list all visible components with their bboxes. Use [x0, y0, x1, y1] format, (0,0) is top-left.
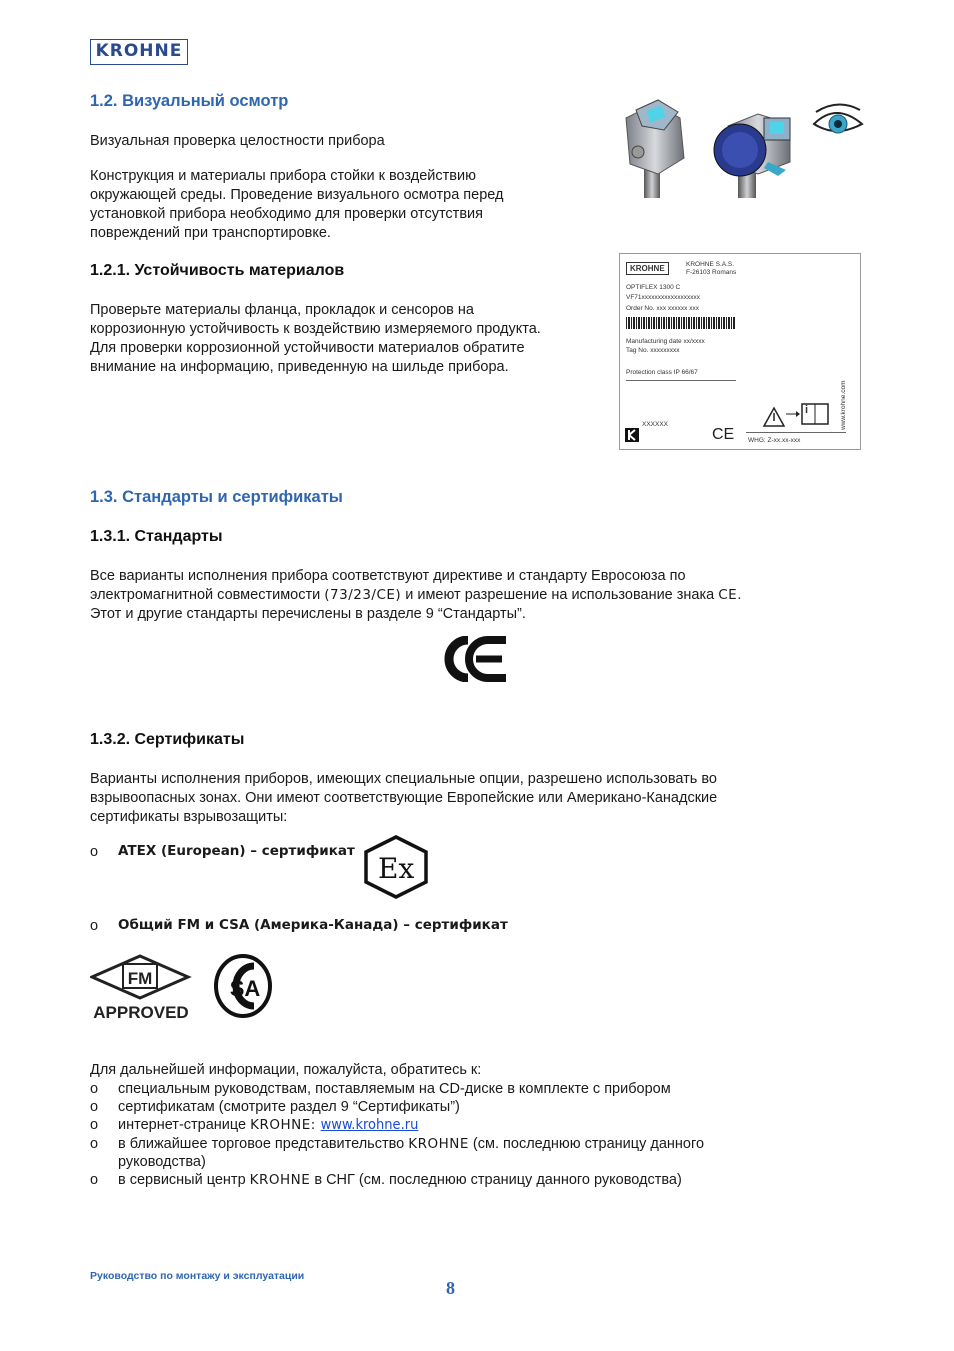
device-nameplate: [619, 253, 861, 450]
ex-symbol-text: Ex: [378, 852, 415, 885]
nameplate-brand: KROHNE: [626, 262, 669, 275]
nameplate-info-letter: i: [805, 404, 809, 416]
fm-approved-logo: [90, 952, 194, 1022]
nameplate-barcode: [626, 317, 736, 329]
nameplate-order: Order No. xxx xxxxxx xxx: [626, 305, 699, 312]
nameplate-whg: WHG: Z-xx.xx-xxx: [748, 437, 801, 444]
section-1-2-paragraph: Конструкция и материалы прибора стойки к воздействию окружающей среды. Проведение визуального осмотра перед установкой прибора необходимо для проверки отсутствия повреждений при транспортировке.: [90, 168, 504, 241]
eye-icon: [814, 104, 862, 133]
fm-approved-label: APPROVED: [93, 1003, 189, 1022]
section-1-3-1-paragraph: Все варианты исполнения прибора соответствуют директиве и стандарту Евросоюза по электромагнитной совместимости (73/23/CE) и имеют разрешение на использование знака CE. Этот и другие стандарты перечислены в разделе 9 “Стандарты”.: [90, 568, 742, 622]
csa-label: SA: [229, 976, 261, 1001]
section-1-3-title: 1.3. Стандарты и сертификаты: [90, 488, 343, 506]
krohne-logo: KROHNE: [90, 39, 188, 65]
footer-text: Руководство по монтажу и эксплуатации: [90, 1270, 305, 1282]
nameplate-model: OPTIFLEX 1300 C: [626, 284, 681, 291]
nameplate-website: www.krohne.com: [840, 380, 847, 430]
krohne-website-link[interactable]: www.krohne.ru: [320, 1117, 419, 1133]
fm-csa-certificate-label: Общий FM и CSA (Америка-Канада) – сертификат: [118, 917, 508, 933]
nameplate-ce-mark: CE: [712, 426, 735, 443]
nameplate-warning-symbols: [762, 400, 832, 428]
contacts-intro: Для дальнейшей информации, пожалуйста, обратитесь к:: [90, 1062, 482, 1078]
nameplate-company: KROHNE S.A.S.: [686, 261, 735, 268]
section-1-2-intro: Визуальная проверка целостности прибора: [90, 133, 385, 149]
section-1-3-2-paragraph: Варианты исполнения приборов, имеющих специальные опции, разрешено использовать во взрывоопасных зонах. Они имеют соответствующие Европейские или Американо-Канадские сертификаты взрывозащиты:: [90, 771, 718, 825]
ex-symbol-icon: [360, 834, 432, 900]
nameplate-protection: Protection class IP 66/67: [626, 369, 698, 376]
bullet-marker: o: [90, 844, 99, 860]
device-inspection-illustration: [618, 96, 864, 200]
bullet-marker: o: [90, 918, 99, 934]
nameplate-city: F-26103 Romans: [686, 269, 737, 276]
device-front-view: [626, 100, 684, 198]
csa-logo: [214, 954, 274, 1018]
warning-triangle-icon: [762, 400, 832, 428]
section-1-2-title: 1.2. Визуальный осмотр: [90, 92, 289, 110]
section-1-3-2-title: 1.3.2. Сертификаты: [90, 731, 245, 748]
nameplate-mfg-date: Manufacturing date xx/xxxx: [626, 338, 705, 345]
fm-label: FM: [127, 969, 153, 988]
page-number: 8: [446, 1278, 455, 1298]
nameplate-tag: Tag No. xxxxxxxxx: [626, 347, 680, 354]
section-1-2-1-paragraph: Проверьте материалы фланца, прокладок и сенсоров на коррозионную устойчивость к воздействию измеряемого продукта. Для проверки коррозионной устойчивости материалов обратите внимание на информацию, приведенную на шильде прибора.: [90, 302, 541, 375]
section-1-2-1-title: 1.2.1. Устойчивость материалов: [90, 262, 345, 279]
nameplate-code: VF71xxxxxxxxxxxxxxxxxx: [626, 294, 701, 301]
krohne-k-icon: [625, 428, 639, 442]
ce-mark-icon: [444, 636, 510, 682]
atex-certificate-label: ATEX (European) – сертификат: [118, 843, 355, 859]
device-side-view: [714, 114, 790, 198]
nameplate-serial: XXXXXX: [642, 421, 669, 428]
section-1-3-1-title: 1.3.1. Стандарты: [90, 528, 223, 545]
